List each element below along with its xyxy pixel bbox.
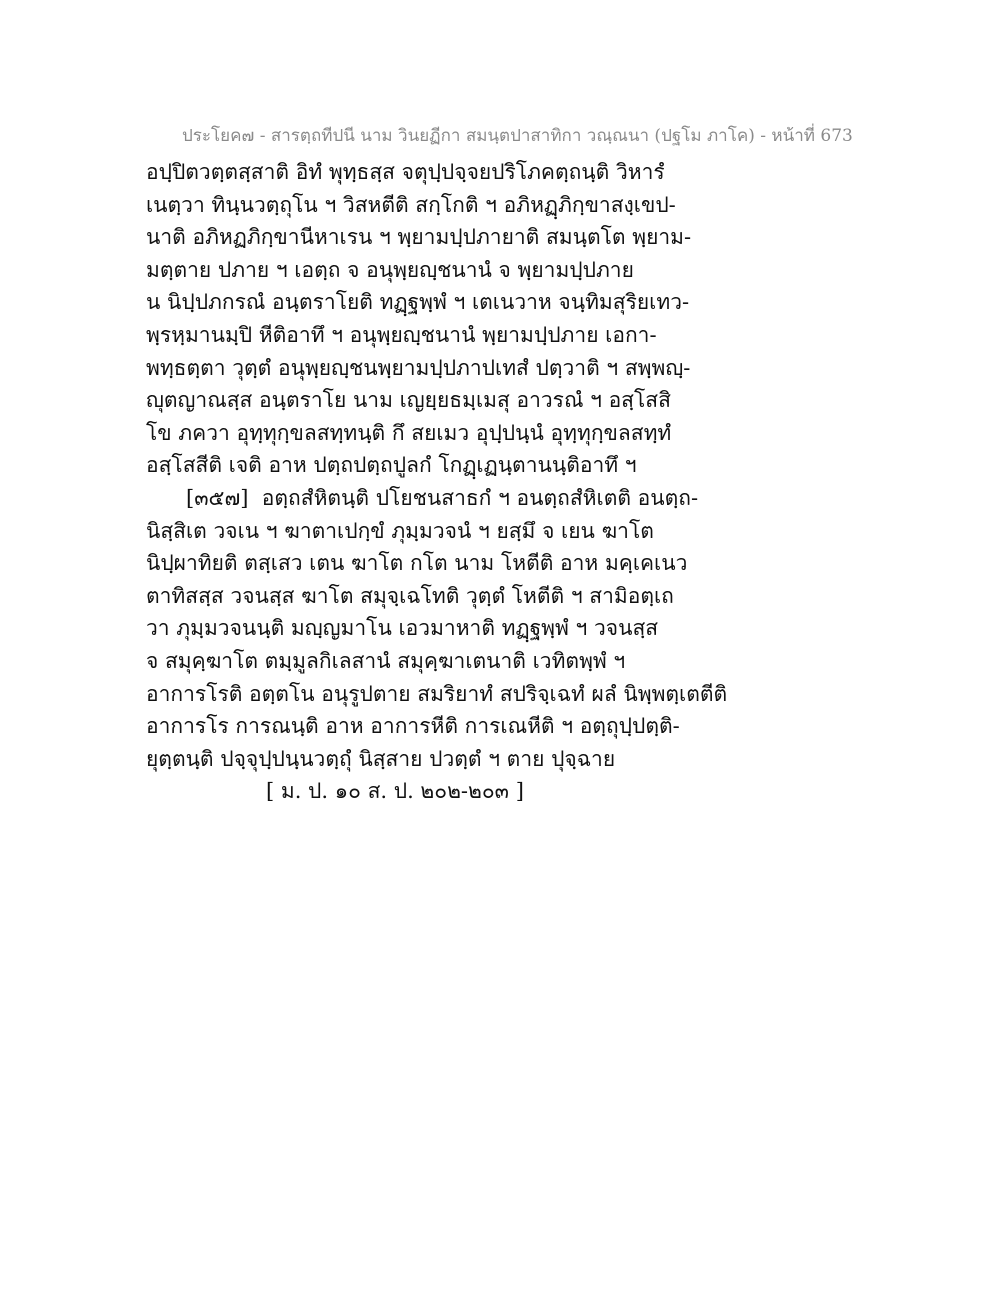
text-line: นาติ อภิหฏภิกฺขานีหาเรน ฯ พฺยามปฺปภายาติ สมนฺตโต พฺยาม- bbox=[146, 225, 692, 250]
text-line: โข ภควา อุทฺทุกฺขลสทฺทนฺติ กึ สยเมว อุปฺปนฺนํ อุทฺทุกฺขลสทฺทํ bbox=[146, 420, 672, 445]
text-line: จ สมุคฺฆาโต ตมฺมูลกิเลสานํ สมุคฺฆาเตนาติ เวทิตพฺพํ ฯ bbox=[146, 648, 626, 673]
text-line: นิสฺสิเต วจเน ฯ ฆาตาเปกฺขํ ภุมฺมวจนํ ฯ ยสฺมึ จ เยน ฆาโต bbox=[146, 518, 654, 543]
text-line: พฺรหฺมานมฺปิ หีติอาทึ ฯ อนุพฺยญฺชนานํ พฺยามปฺปภาย เอกา- bbox=[146, 322, 657, 347]
text-line: น นิปฺปภกรณํ อนฺตราโยติ ทฏฺฐพฺพํ ฯ เตเนวาห จนฺทิมสุริยเทว- bbox=[146, 290, 690, 315]
text-line: ตาทิสสฺส วจนสฺส ฆาโต สมุจฺเฉโทติ วุตฺตํ โหตีติ ฯ สามิอตฺเถ bbox=[146, 583, 674, 608]
text-line: อสฺโสสีติ เจติ อาห ปตฺถปตฺถปูลกํ โกฏฺเฏนฺตานนฺติอาทึ ฯ bbox=[146, 453, 637, 478]
text-line: ญุตญาณสฺส อนฺตราโย นาม เญยฺยธมฺเมสุ อาวรณํ ฯ อสฺโสสิ bbox=[146, 388, 671, 413]
paragraph-number: [๓๕๗] bbox=[186, 485, 249, 510]
text-line: อปฺปิตวตฺตสฺสาติ อิทํ พุทฺธสฺส จตุปฺปจฺจยปริโภคตฺถนฺติ วิหารํ bbox=[146, 160, 665, 184]
text-line: อาการโร การณนฺติ อาห อาการหีติ การเณหีติ ฯ อตฺถุปฺปตฺติ- bbox=[146, 714, 680, 739]
text-line: นิปฺผาทิยติ ตสฺเสว เตน ฆาโต กโต นาม โหตีติ อาห มคฺเคเนว bbox=[146, 551, 688, 576]
paragraph-start-line bbox=[146, 482, 866, 515]
text-line: เนตฺวา ทินฺนวตฺถุโน ฯ วิสหตีติ สกฺโกติ ฯ อภิหฏฺภิกฺขาสงฺเขป- bbox=[146, 192, 676, 217]
body-text bbox=[146, 156, 866, 808]
text-line: วา ภุมฺมวจนนฺติ มญฺญมาโน เอวมาหาติ ทฏฺฐพฺพํ ฯ วจนสฺส bbox=[146, 616, 659, 641]
paragraph-first-text: อตฺถสํหิตนฺติ ปโยชนสาธกํ ฯ อนตฺถสํหิเตติ อนตฺถ- bbox=[261, 485, 699, 510]
running-header: ประโยค๗ - สารตฺถทีปนี นาม วินยฏีกา สมนฺตปาสาทิกา วณฺณนา (ปฐโม ภาโค) - หน้าที่ 673 bbox=[182, 126, 853, 146]
text-line: ยุตฺตนฺติ ปจฺจุปฺปนฺนวตฺถุํ นิสฺสาย ปวตฺตํ ฯ ตาย ปุจฺฉาย bbox=[146, 746, 616, 771]
text-line: พทฺธตฺตา วุตฺตํ อนุพฺยญฺชนพฺยามปฺปภาปเทสํ ปตฺวาติ ฯ สพฺพญฺ- bbox=[146, 355, 691, 380]
text-line: มตฺตาย ปภาย ฯ เอตฺถ จ อนุพฺยญฺชนานํ จ พฺยามปฺปภาย bbox=[146, 257, 634, 282]
source-reference: [ ม. ป. ๑๐ ส. ป. ๒๐๒-๒๐๓ ] bbox=[266, 779, 524, 804]
text-line: อาการโรติ อตฺตโน อนุรูปตาย สมริยาทํ สปริจฺเฉทํ ผลํ นิพฺพตฺเตตีติ bbox=[146, 681, 728, 706]
